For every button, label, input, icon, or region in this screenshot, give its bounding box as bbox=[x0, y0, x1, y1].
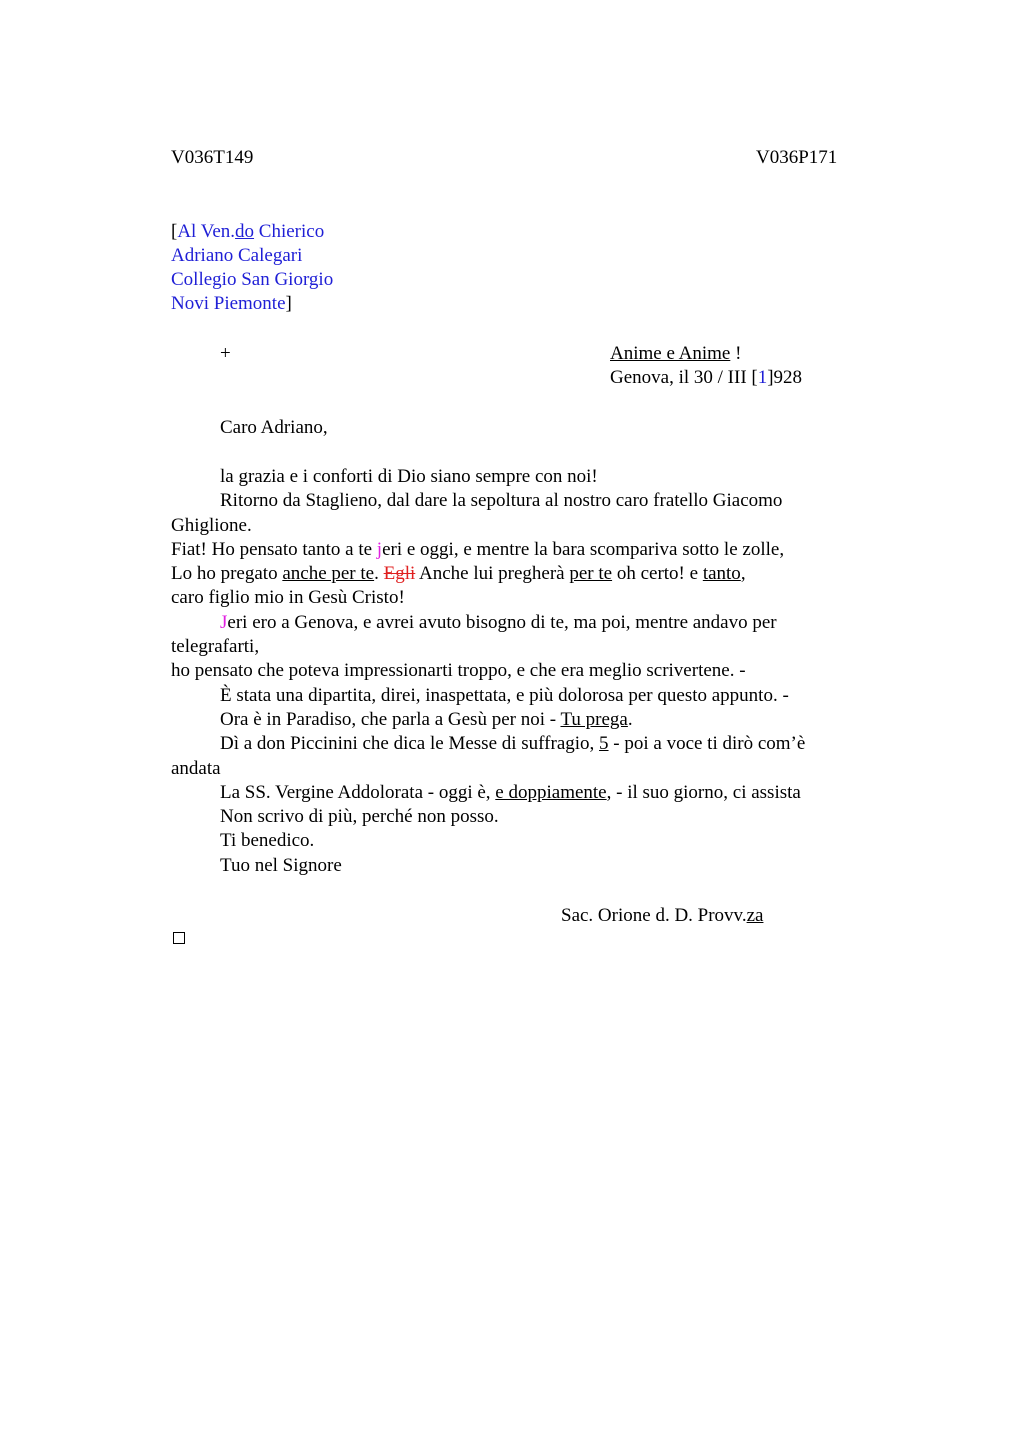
signature bbox=[561, 904, 763, 928]
address-line-3: Collegio San Giorgio bbox=[171, 269, 334, 290]
body-line: Ghiglione. bbox=[171, 514, 252, 536]
body-line: Non scrivo di più, perché non posso. bbox=[220, 806, 499, 828]
body-text: Dì a don Piccinini che dica le Messe di suffragio, bbox=[220, 733, 600, 755]
body-line: Ritorno da Staglieno, dal dare la sepoltura al nostro caro fratello Giacomo bbox=[220, 490, 783, 512]
date-part-c: ]928 bbox=[767, 367, 803, 388]
date-part-b: 1 bbox=[757, 367, 768, 388]
body-line: caro figlio mio in Gesù Cristo! bbox=[171, 587, 405, 609]
body-text: eri e oggi, e mentre la bara scompariva sotto le zolle, bbox=[382, 538, 785, 560]
underlined-text: per te bbox=[569, 563, 613, 585]
letter-date bbox=[610, 366, 802, 390]
body-line: È stata una dipartita, direi, inaspettata, e più dolorosa per questo appunto. - bbox=[220, 684, 789, 706]
emphasis-letter: J bbox=[220, 611, 228, 633]
emphasis-letter: j bbox=[376, 538, 383, 560]
body-line bbox=[171, 562, 871, 586]
body-line bbox=[171, 781, 871, 805]
body-line bbox=[171, 611, 871, 635]
salutation: Caro Adriano, bbox=[220, 417, 328, 438]
body-line: ho pensato che poteva impressionarti troppo, e che era meglio scrivertene. - bbox=[171, 660, 746, 682]
body-line bbox=[171, 538, 871, 562]
signature-text: Sac. Orione d. D. Provv. bbox=[561, 905, 747, 926]
underlined-text: 5 bbox=[599, 733, 609, 755]
letter-body bbox=[171, 465, 871, 878]
address-close-bracket: ] bbox=[285, 293, 292, 314]
motto-exclamation: ! bbox=[730, 343, 742, 364]
address-block bbox=[171, 220, 333, 316]
body-text: eri ero a Genova, e avrei avuto bisogno di te, ma poi, mentre andavo per bbox=[227, 611, 777, 633]
motto-text: Anime e Anime bbox=[610, 343, 731, 364]
document-code-left: V036T149 bbox=[171, 147, 254, 168]
address-line-1-rest: Chierico bbox=[254, 221, 325, 242]
underlined-text: tanto bbox=[702, 563, 741, 585]
body-text: - poi a voce ti dirò com’è bbox=[608, 733, 806, 755]
body-line: Ti benedico. bbox=[220, 830, 315, 852]
body-text: . bbox=[374, 563, 384, 585]
body-text: Fiat! Ho pensato tanto a te bbox=[171, 538, 377, 560]
underlined-text: anche per te bbox=[282, 563, 375, 585]
date-part-a: Genova, il 30 / III [ bbox=[610, 367, 758, 388]
body-text: oh certo! e bbox=[612, 563, 703, 585]
body-line bbox=[171, 732, 871, 756]
body-text: , bbox=[740, 563, 746, 585]
address-line-4: Novi Piemonte bbox=[171, 293, 286, 314]
body-line bbox=[171, 708, 871, 732]
address-open-bracket: [ bbox=[171, 221, 178, 242]
underlined-text: Tu prega bbox=[560, 708, 628, 730]
signature-abbrev: za bbox=[746, 905, 764, 926]
body-text: Anche lui pregherà bbox=[415, 563, 570, 585]
underlined-text: e doppiamente bbox=[495, 781, 607, 803]
cross-mark: + bbox=[220, 343, 231, 364]
address-line-1: Al Ven. bbox=[177, 221, 236, 242]
motto bbox=[610, 342, 741, 366]
body-line: telegrafarti, bbox=[171, 636, 260, 658]
document-code-right: V036P171 bbox=[756, 147, 838, 168]
square-outline-icon bbox=[173, 932, 185, 944]
body-text: Ora è in Paradiso, che parla a Gesù per noi - bbox=[220, 708, 561, 730]
body-text: , - il suo giorno, ci assista bbox=[606, 781, 801, 803]
address-line-2: Adriano Calegari bbox=[171, 245, 303, 266]
body-text: La SS. Vergine Addolorata - oggi è, bbox=[220, 781, 496, 803]
deleted-text: Egli bbox=[383, 563, 416, 585]
body-line: la grazia e i conforti di Dio siano sempre con noi! bbox=[220, 466, 598, 487]
body-text: Lo ho pregato bbox=[171, 563, 283, 585]
body-line: andata bbox=[171, 757, 221, 779]
address-line-1-sup: do bbox=[235, 221, 255, 242]
body-text: . bbox=[627, 708, 633, 730]
body-line: Tuo nel Signore bbox=[220, 854, 342, 876]
